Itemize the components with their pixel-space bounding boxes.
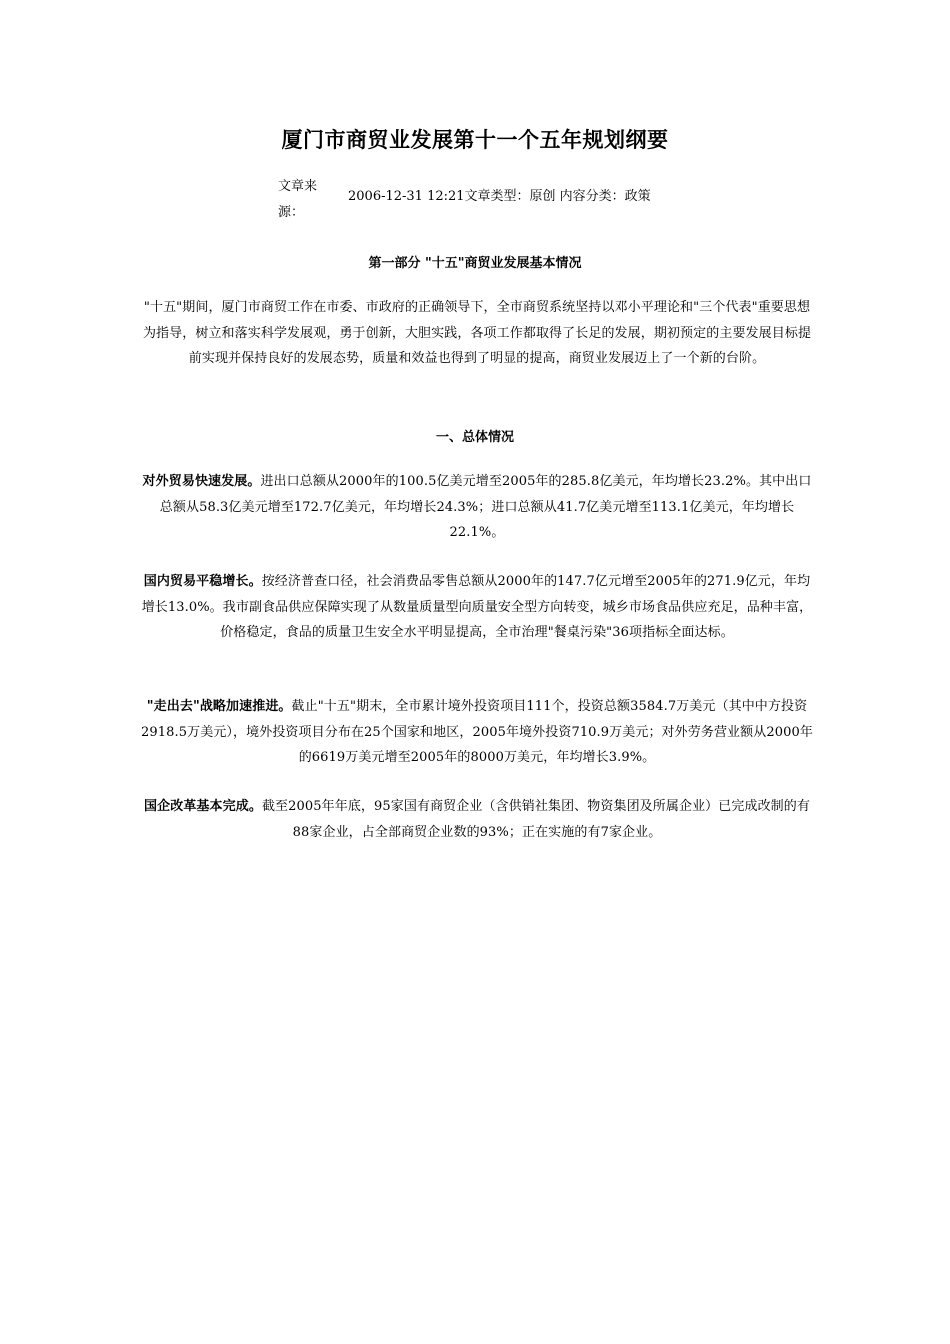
paragraph-body: 进出口总额从2000年的100.5亿美元增至2005年的285.8亿美元，年均增长23.2%。其中出口总额从58.3亿美元增至172.7亿美元，年均增长24.3%；进口总额从41.7亿美元增至113.1亿美元，年均增长22.1%。	[159, 474, 812, 540]
paragraph-lead: 对外贸易快速发展。	[142, 474, 261, 489]
document-title: 厦门市商贸业发展第十一个五年规划纲要	[281, 128, 669, 152]
paragraph-going-out	[140, 694, 814, 771]
paragraph-lead: 国内贸易平稳增长。	[143, 574, 262, 589]
paragraph-domestic-trade	[140, 569, 814, 646]
paragraph-body: 截止"十五"期末，全市累计境外投资项目111个，投资总额3584.7万美元（其中中方投资2918.5万美元），境外投资项目分布在25个国家和地区，2005年境外投资710.9万美元；对外劳务营业额从2000年的6619万美元增至2005年的8000万美元，年均增长3.9%。	[141, 699, 813, 765]
part-heading: 第一部分 "十五"商贸业发展基本情况	[368, 256, 582, 271]
paragraph-soe-reform	[140, 794, 814, 845]
paragraph-body: 按经济普查口径，社会消费品零售总额从2000年的147.7亿元增至2005年的271.9亿元，年均增长13.0%。我市副食品供应保障实现了从数量质量型向质量安全型方向转变，城乡市场食品供应充足，品种丰富，价格稳定，食品的质量卫生安全水平明显提高，全市治理"餐桌污染"36项指标全面达标。	[141, 574, 813, 640]
source-label: 文章来源：	[278, 179, 318, 220]
section-heading: 一、总体情况	[435, 430, 514, 445]
paragraph-lead: "走出去"战略加速推进。	[146, 699, 292, 714]
intro-paragraph: "十五"期间，厦门市商贸工作在市委、市政府的正确领导下，全市商贸系统坚持以邓小平理论和"三个代表"重要思想为指导，树立和落实科学发展观，勇于创新，大胆实践，各项工作都取得了长足的发展，期初预定的主要发展目标提前实现并保持良好的发展态势，质量和效益也得到了明显的提高，商贸业发展迈上了一个新的台阶。	[142, 300, 812, 366]
paragraph-foreign-trade	[140, 469, 814, 546]
paragraph-lead: 国企改革基本完成。	[144, 799, 262, 814]
paragraph-body: 截至2005年年底，95家国有商贸企业（含供销社集团、物资集团及所属企业）已完成改制的有88家企业，占全部商贸企业数的93%；正在实施的有7家企业。	[261, 799, 810, 840]
article-info: 2006-12-31 12:21文章类型：原创 内容分类：政策	[348, 189, 651, 204]
